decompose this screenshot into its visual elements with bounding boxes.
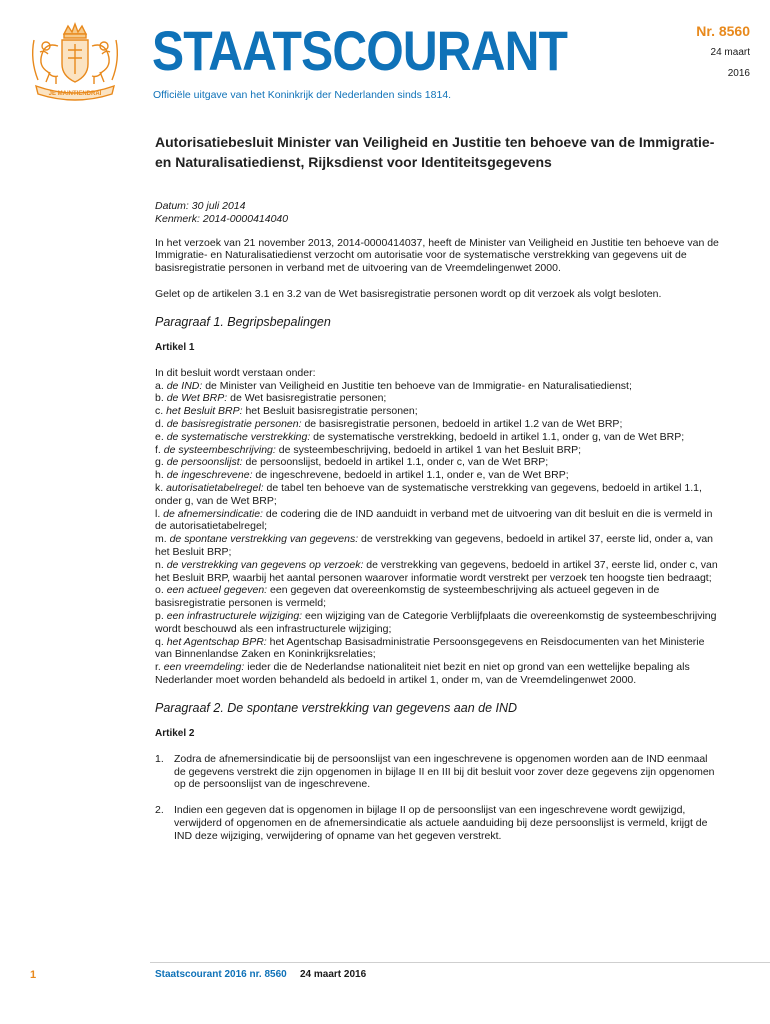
definition-term: de ingeschrevene: bbox=[166, 469, 253, 482]
definition-term: een vreemdeling: bbox=[163, 661, 245, 674]
definition-text: het Besluit basisregistratie personen; bbox=[242, 405, 418, 418]
definition-term: de verstrekking van gegevens op verzoek: bbox=[166, 558, 364, 571]
definition-item bbox=[155, 533, 720, 559]
definition-text: een gegeven dat overeenkomstig de systeembeschrijving als actueel gegeven in de basisregistratie personen is vermeld; bbox=[155, 584, 660, 610]
definition-text: het Agentschap Basisadministratie Persoonsgegevens en Reisdocumenten van het Ministerie van Binnenlandse Zaken en Koninkrijksrelaties; bbox=[155, 635, 705, 661]
definition-item bbox=[155, 444, 720, 457]
page-number: 1 bbox=[30, 969, 37, 981]
definition-term: het Besluit BRP: bbox=[166, 405, 243, 418]
definition-letter: h. bbox=[155, 469, 167, 482]
issue-info bbox=[680, 20, 750, 84]
definition-letter: b. bbox=[155, 392, 167, 405]
definition-letter: o. bbox=[155, 584, 167, 597]
definition-term: een actueel gegeven: bbox=[166, 584, 268, 597]
definition-text: ieder die de Nederlandse nationaliteit niet bezit en niet op grond van een wettelijke bepaling als Nederlander moet worden behandeld als bedoeld in artikel 1, onder m, van de Vreemdelingenwet 2000. bbox=[155, 661, 690, 686]
masthead-title: STAATSCOURANT bbox=[152, 19, 568, 82]
definition-term: autorisatietabelregel: bbox=[166, 481, 264, 494]
definition-text: de persoonslijst, bedoeld in artikel 1.1, onder c, van de Wet BRP; bbox=[242, 456, 549, 469]
definition-item bbox=[155, 380, 720, 393]
definitions-lead: In dit besluit wordt verstaan onder: bbox=[155, 366, 316, 379]
definition-item bbox=[155, 469, 720, 482]
footer-publication: Staatscourant 2016 nr. 8560 bbox=[155, 969, 287, 980]
definition-item bbox=[155, 559, 720, 585]
list-item-text: Zodra de afnemersindicatie bij de persoonslijst van een ingeschrevene is opgenomen worden aan de IND eenmaal de gegevens verstrekt die zijn opgenomen in bijlage II en III bij dit besluit voor zover deze gegevens zijn opgenomen op de persoonslijst van de ingeschrevene. bbox=[174, 752, 715, 791]
definition-item bbox=[155, 636, 720, 662]
definition-term: een infrastructurele wijziging: bbox=[166, 609, 303, 622]
definition-text: de Wet basisregistratie personen; bbox=[227, 392, 387, 405]
issue-year: 2016 bbox=[727, 68, 750, 79]
list-item bbox=[155, 804, 720, 842]
definition-letter: e. bbox=[155, 430, 167, 443]
document-body bbox=[155, 132, 720, 855]
definition-item bbox=[155, 584, 720, 610]
svg-text:JE MAINTIENDRAI: JE MAINTIENDRAI bbox=[48, 91, 102, 97]
definition-term: de IND: bbox=[166, 379, 203, 392]
definition-item bbox=[155, 392, 720, 405]
definition-letter: d. bbox=[155, 417, 167, 430]
definition-term: de Wet BRP: bbox=[166, 392, 228, 405]
definition-letter: p. bbox=[155, 609, 167, 622]
definition-item bbox=[155, 508, 720, 534]
definition-item bbox=[155, 661, 720, 687]
list-item-text: Indien een gegeven dat is opgenomen in bijlage II op de persoonslijst van een ingeschrevene wordt gewijzigd, verwijderd of opgenomen en de afnemersindicatie als actuele aanduiding bij deze persoonslijst is vermeld, krijgt de IND deze wijziging, verwijdering of opname van het gegeven verstrekt. bbox=[174, 804, 708, 842]
document-date: Datum: 30 juli 2014 bbox=[155, 200, 246, 212]
definition-letter: q. bbox=[155, 635, 167, 648]
royal-crest-logo bbox=[28, 20, 122, 104]
definition-term: de systeembeschrijving: bbox=[163, 443, 276, 456]
definition-term: de basisregistratie personen: bbox=[166, 417, 302, 430]
definition-letter: m. bbox=[155, 533, 170, 546]
definition-text: de basisregistratie personen, bedoeld in artikel 1.2 van de Wet BRP; bbox=[301, 417, 623, 430]
definition-term: de spontane verstrekking van gegevens: bbox=[169, 533, 359, 546]
definition-item bbox=[155, 431, 720, 444]
definition-letter: r. bbox=[155, 661, 164, 674]
article-heading-2: Artikel 2 bbox=[155, 727, 195, 739]
definition-letter: k. bbox=[155, 481, 167, 494]
article-heading-1: Artikel 1 bbox=[155, 341, 195, 353]
document-meta bbox=[155, 200, 720, 226]
definition-item bbox=[155, 610, 720, 636]
definition-term: het Agentschap BPR: bbox=[166, 635, 267, 648]
list-item-number: 1. bbox=[155, 752, 164, 765]
definitions-list bbox=[155, 367, 720, 687]
definition-letter: f. bbox=[155, 443, 164, 456]
definition-letter: l. bbox=[155, 507, 164, 520]
document-reference: Kenmerk: 2014-0000414040 bbox=[155, 212, 289, 225]
definition-item bbox=[155, 456, 720, 469]
definition-text: de verstrekking van gegevens, bedoeld in artikel 37, eerste lid, onder c, van het Besluit BRP, waarbij het aantal personen waarover informatie wordt verstrekt per verzoek ten hoogste tien bedraagt; bbox=[155, 558, 718, 584]
footer-divider bbox=[150, 962, 770, 963]
section-heading-paragraaf-2: Paragraaf 2. De spontane verstrekking van gegevens aan de IND bbox=[155, 700, 518, 715]
definition-text: een wijziging van de Categorie Verblijfplaats die overeenkomstig de systeembeschrijving wordt beschouwd als een infrastructurele wijziging; bbox=[155, 609, 717, 635]
list-item-number: 2. bbox=[155, 804, 164, 817]
intro-paragraph: In het verzoek van 21 november 2013, 2014-0000414037, heeft de Minister van Veiligheid en Justitie ten behoeve van de Immigratie- en Naturalisatiedienst verzocht om autorisatie voor de systematische verstrekking van gegevens uit de basisregistratie personen in verband met de uitvoering van de Vreemdelingenwet 2000. bbox=[155, 236, 719, 275]
crest-icon bbox=[28, 20, 122, 104]
definition-text: de codering die de IND aanduidt in verband met de uitvoering van dit besluit en die is vermeld in de autorisatietabelregel; bbox=[155, 507, 713, 533]
issue-number: Nr. 8560 bbox=[696, 23, 750, 39]
definition-term: de persoonslijst: bbox=[166, 456, 243, 469]
definition-term: de afnemersindicatie: bbox=[163, 507, 263, 520]
definition-text: de ingeschrevene, bedoeld in artikel 1.1, onder e, van de Wet BRP; bbox=[252, 469, 569, 482]
definition-letter: g. bbox=[155, 456, 167, 469]
definition-text: de systematische verstrekking, bedoeld in artikel 1.1, onder g, van de Wet BRP; bbox=[310, 430, 685, 443]
definition-letter: c. bbox=[155, 405, 167, 418]
definition-term: de systematische verstrekking: bbox=[166, 430, 311, 443]
definition-item bbox=[155, 418, 720, 431]
definition-text: de Minister van Veiligheid en Justitie ten behoeve van de Immigratie- en Naturalisatiedienst; bbox=[202, 379, 632, 392]
intro-paragraph: Gelet op de artikelen 3.1 en 3.2 van de Wet basisregistratie personen wordt op dit verzoek als volgt besloten. bbox=[155, 287, 662, 300]
definition-text: de verstrekking van gegevens, bedoeld in artikel 37, eerste lid, onder a, van het Besluit BRP; bbox=[155, 533, 714, 558]
list-item bbox=[155, 753, 720, 791]
document-title: Autorisatiebesluit Minister van Veiligheid en Justitie ten behoeve van de Immigratie- en Naturalisatiedienst, Rijksdienst voor Identiteitsgegevens bbox=[155, 134, 715, 170]
masthead-tagline: Officiële uitgave van het Koninkrijk der Nederlanden sinds 1814. bbox=[153, 89, 452, 101]
definition-text: de tabel ten behoeve van de systematische verstrekking van gegevens, bedoeld in artikel 1.1, onder g, van de Wet BRP; bbox=[155, 481, 702, 507]
definition-letter: a. bbox=[155, 379, 167, 392]
numbered-list bbox=[155, 753, 720, 843]
footer-date: 24 maart 2016 bbox=[300, 969, 367, 980]
definition-letter: n. bbox=[155, 558, 167, 571]
issue-date: 24 maart bbox=[710, 47, 750, 58]
section-heading-paragraaf-1: Paragraaf 1. Begripsbepalingen bbox=[155, 314, 331, 329]
definition-text: de systeembeschrijving, bedoeld in artikel 1 van het Besluit BRP; bbox=[275, 443, 582, 456]
definition-item bbox=[155, 405, 720, 418]
definition-item bbox=[155, 482, 720, 508]
